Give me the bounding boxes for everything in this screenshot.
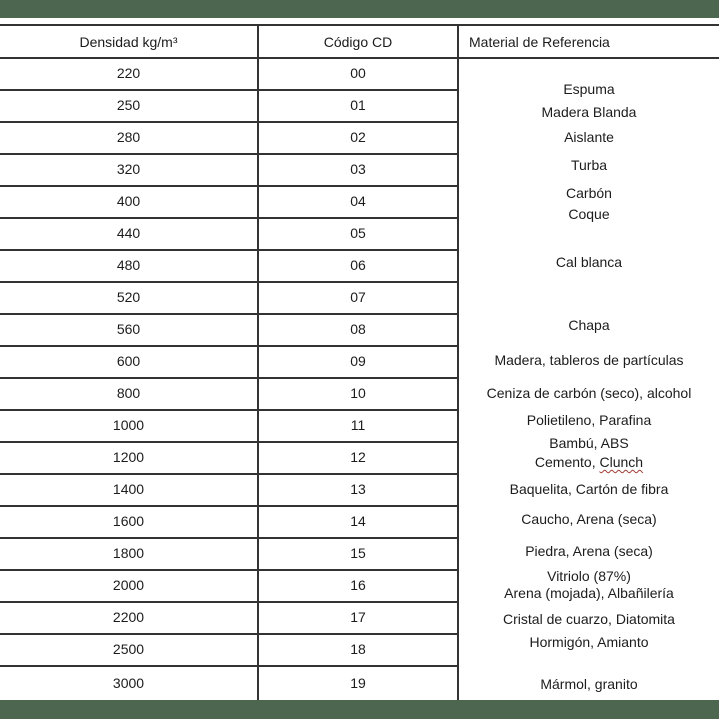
code-cell: 13 [350, 481, 366, 497]
material-line: Hormigón, Amianto [529, 634, 649, 650]
code-cell: 02 [350, 129, 366, 145]
material-line: Piedra, Arena (seca) [525, 543, 653, 559]
code-cell: 18 [350, 641, 366, 657]
code-cell: 04 [350, 193, 366, 209]
density-cell: 400 [116, 193, 141, 209]
material-line: Caucho, Arena (seca) [521, 511, 657, 527]
code-cell: 07 [350, 289, 366, 305]
density-cell: 440 [116, 225, 141, 241]
code-cell: 15 [350, 545, 366, 561]
code-cell: 19 [350, 674, 366, 691]
code-cell: 11 [350, 417, 366, 433]
code-cell: 01 [350, 97, 366, 113]
material-line: Cal blanca [555, 254, 623, 270]
material-line: Coque [568, 206, 610, 222]
misspelled-word: Clunch [599, 454, 644, 470]
material-line: Espuma [563, 81, 615, 97]
density-cell: 1800 [112, 545, 145, 561]
header-code: Código CD [323, 33, 393, 50]
density-cell: 280 [116, 129, 141, 145]
material-line: Mármol, granito [540, 676, 638, 692]
header-material: Material de Referencia [469, 33, 610, 50]
material-line: Baquelita, Cartón de fibra [509, 481, 669, 497]
code-cell: 06 [350, 257, 366, 273]
material-text: Cemento, [534, 454, 600, 470]
material-line: Chapa [568, 317, 610, 333]
code-cell: 03 [350, 161, 366, 177]
material-line: Turba [570, 157, 608, 173]
material-line: Ceniza de carbón (seco), alcohol [486, 385, 692, 401]
code-cell: 16 [350, 577, 366, 593]
material-line: Aislante [564, 129, 614, 145]
density-cell: 800 [116, 385, 141, 401]
density-cell: 2500 [112, 641, 145, 657]
material-line: Bambú, ABS [549, 435, 629, 451]
density-cell: 3000 [112, 674, 145, 691]
density-cell: 1400 [112, 481, 145, 497]
density-cell: 250 [116, 97, 141, 113]
material-line: Polietileno, Parafina [526, 412, 652, 428]
density-cell: 560 [116, 321, 141, 337]
material-line: Vitriolo (87%) [547, 568, 631, 584]
density-cell: 320 [116, 161, 141, 177]
density-cell: 480 [116, 257, 141, 273]
material-line [459, 453, 719, 471]
density-cell: 2200 [112, 609, 145, 625]
header-density: Densidad kg/m³ [79, 33, 178, 50]
density-cell: 1200 [112, 449, 145, 465]
code-cell: 08 [350, 321, 366, 337]
code-cell: 14 [350, 513, 366, 529]
code-cell: 17 [350, 609, 366, 625]
material-line: Madera Blanda [541, 104, 637, 120]
density-cell: 1000 [112, 417, 145, 433]
bottom-green-band [0, 700, 719, 719]
material-line: Arena (mojada), Albañilería [504, 585, 674, 601]
code-cell: 09 [350, 353, 366, 369]
code-cell: 12 [350, 449, 366, 465]
code-cell: 00 [350, 65, 366, 81]
top-green-band [0, 0, 719, 18]
density-cell: 220 [116, 65, 141, 81]
density-cell: 520 [116, 289, 141, 305]
table-top-border [0, 24, 719, 26]
material-line: Carbón [566, 185, 612, 201]
material-line: Madera, tableros de partículas [494, 352, 684, 368]
code-cell: 05 [350, 225, 366, 241]
material-line: Cristal de cuarzo, Diatomita [503, 611, 675, 627]
density-cell: 600 [116, 353, 141, 369]
code-cell: 10 [350, 385, 366, 401]
density-cell: 1600 [112, 513, 145, 529]
density-cell: 2000 [112, 577, 145, 593]
